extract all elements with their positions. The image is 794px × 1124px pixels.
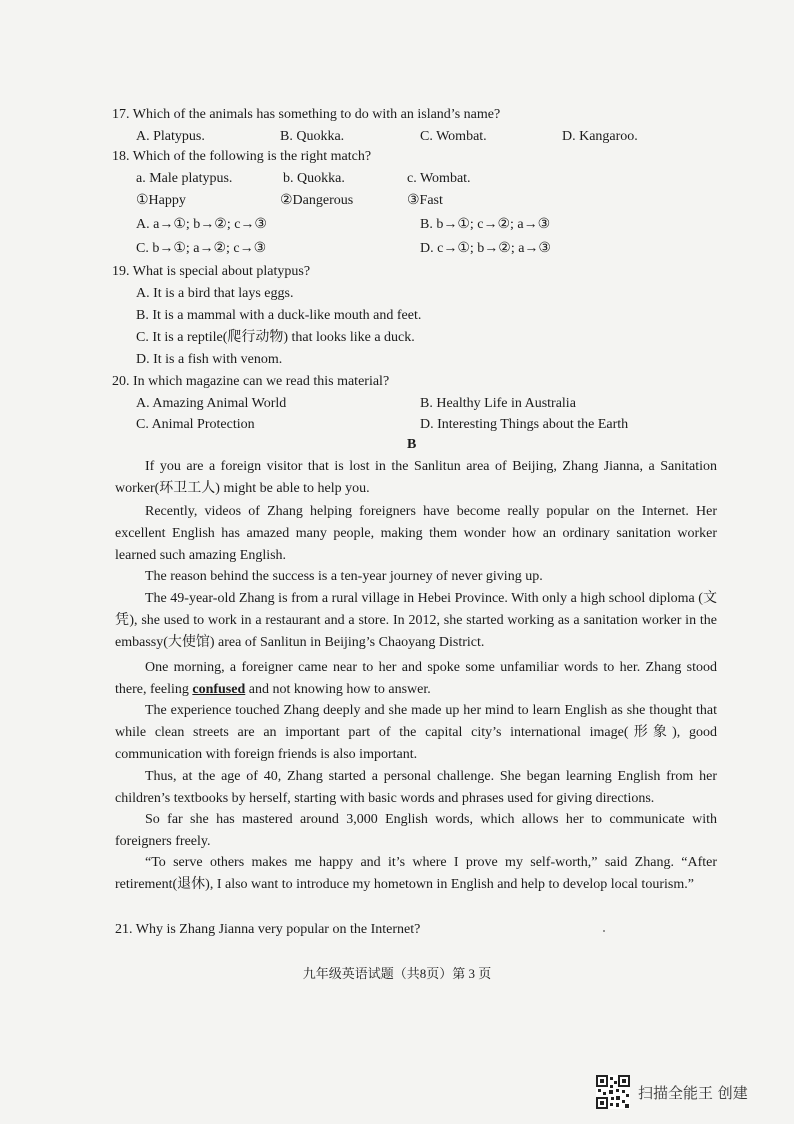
question-17-stem: 17. Which of the animals has something to do with an island’s name?: [112, 107, 501, 122]
watermark-text: 扫描全能王 创建: [638, 1083, 748, 1102]
scanner-watermark: [596, 1074, 786, 1110]
question-21-stem: 21. Why is Zhang Jianna very popular on the Internet?: [115, 922, 421, 937]
q20-option-c: C. Animal Protection: [136, 417, 255, 432]
q18-item-b: b. Quokka.: [283, 171, 345, 186]
passage-paragraph-9: “To serve others makes me happy and it’s where I prove my self-worth,” said Zhang. “After retirement(退休), I also want to introduce my hometown in English and help to develop local tourism.”: [115, 855, 717, 892]
section-b-title: B: [407, 437, 417, 452]
passage-paragraph-6: The experience touched Zhang deeply and she made up her mind to learn English as she thought that while clean streets are an important part of the capital city’s international image(形象), good communication with foreign friends is also important.: [115, 703, 717, 762]
passage-paragraph-7: Thus, at the age of 40, Zhang started a personal challenge. She began learning English from her children’s textbooks by herself, starting with basic words and phrases used for giving directions.: [115, 769, 717, 806]
q18-option-b: B. b→①; c→②; a→③: [420, 217, 551, 232]
underlined-word: confused: [192, 682, 246, 697]
q18-item-c: c. Wombat.: [407, 171, 471, 186]
passage-paragraph-1: If you are a foreign visitor that is lost in the Sanlitun area of Beijing, Zhang Jianna, a Sanitation worker(环卫工人) might be able to help you.: [115, 459, 717, 496]
passage-paragraph-8: So far she has mastered around 3,000 English words, which allows her to communicate with foreigners freely.: [115, 812, 717, 849]
q17-option-d: D. Kangaroo.: [562, 129, 638, 144]
question-19-stem: 19. What is special about platypus?: [112, 264, 311, 279]
question-18-stem: 18. Which of the following is the right match?: [112, 149, 372, 164]
q18-item-a: a. Male platypus.: [136, 171, 233, 186]
q18-option-c: C. b→①; a→②; c→③: [136, 241, 267, 256]
q19-option-a: A. It is a bird that lays eggs.: [136, 286, 294, 301]
passage-paragraph-3: The reason behind the success is a ten-year journey of never giving up.: [145, 569, 543, 584]
q18-trait-3: ③Fast: [407, 193, 443, 208]
q18-option-a: A. a→①; b→②; c→③: [136, 217, 267, 232]
q17-option-a: A. Platypus.: [136, 129, 205, 144]
q17-option-b: B. Quokka.: [280, 129, 345, 144]
passage-paragraph-2: Recently, videos of Zhang helping foreigners have become really popular on the Internet. Her excellent English has amazed many people, making them wonder how an ordinary sanitation worker learned such amazing English.: [115, 504, 717, 563]
passage-paragraph-4: The 49-year-old Zhang is from a rural village in Hebei Province. With only a high school diploma (文凭), she used to work in a restaurant and a store. In 2012, she started working as a sanitation worker in the embassy(大使馆) area of Sanlitun in Beijing’s Chaoyang District.: [115, 591, 717, 650]
page-footer: 九年级英语试题（共8页）第 3 页: [302, 966, 492, 981]
passage-paragraph-5: One morning, a foreigner came near to her and spoke some unfamiliar words to her. Zhang stood there, feeling confused and not knowing how to answer.: [115, 660, 717, 697]
q17-option-c: C. Wombat.: [420, 129, 487, 144]
q18-trait-1: ①Happy: [136, 193, 186, 208]
q18-option-d: D. c→①; b→②; a→③: [420, 241, 551, 256]
q20-option-b: B. Healthy Life in Australia: [420, 396, 576, 411]
scan-speck: [603, 930, 605, 932]
q20-option-a: A. Amazing Animal World: [136, 396, 287, 411]
q20-option-d: D. Interesting Things about the Earth: [420, 417, 629, 432]
q19-option-c: C. It is a reptile(爬行动物) that looks like a duck.: [136, 330, 415, 345]
q18-trait-2: ②Dangerous: [280, 193, 354, 208]
q19-option-d: D. It is a fish with venom.: [136, 352, 283, 367]
question-20-stem: 20. In which magazine can we read this material?: [112, 374, 390, 389]
qr-code-icon: [596, 1075, 630, 1109]
q19-option-b: B. It is a mammal with a duck-like mouth and feet.: [136, 308, 422, 323]
